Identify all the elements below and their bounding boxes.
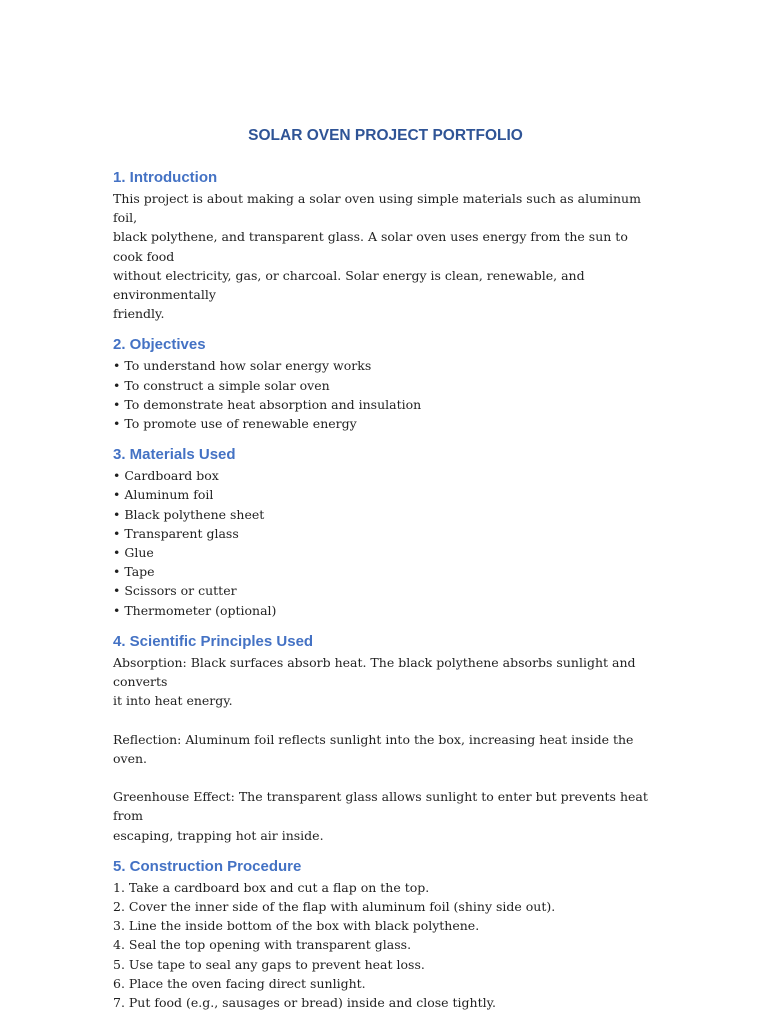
introduction-line: without electricity, gas, or charcoal. Solar energy is clean, renewable, and environmentally — [113, 267, 585, 303]
introduction-section — [113, 167, 658, 323]
absorption-paragraph — [113, 653, 658, 711]
material-item: • Scissors or cutter — [113, 583, 237, 599]
absorption-line: it into heat energy. — [113, 693, 233, 709]
material-item: • Aluminum foil — [113, 487, 214, 503]
introduction-line: This project is about making a solar oven using simple materials such as aluminum foil, — [113, 191, 641, 226]
material-item: • Glue — [113, 545, 154, 561]
materials-list — [113, 466, 658, 620]
reflection-line: Reflection: Aluminum foil reflects sunlight into the box, increasing heat inside the oven. — [113, 731, 634, 766]
greenhouse-line: Greenhouse Effect: The transparent glass allows sunlight to enter but prevents heat from — [113, 789, 648, 824]
principles-heading: 4. Scientific Principles Used — [113, 632, 314, 650]
blank-line — [113, 768, 658, 787]
material-item: • Transparent glass — [113, 525, 239, 541]
greenhouse-paragraph — [113, 787, 658, 845]
procedure-step: 5. Use tape to seal any gaps to prevent heat loss. — [113, 956, 425, 972]
procedure-step: 3. Line the inside bottom of the box with black polythene. — [113, 918, 480, 934]
procedure-step: 4. Seal the top opening with transparent glass. — [113, 937, 412, 953]
objectives-heading: 2. Objectives — [113, 336, 206, 354]
procedure-step: 7. Put food (e.g., sausages or bread) inside and close tightly. — [113, 995, 496, 1011]
materials-section — [113, 444, 658, 620]
absorption-line: Absorption: Black surfaces absorb heat. The black polythene absorbs sunlight and converts — [113, 654, 636, 690]
procedure-step: 2. Cover the inner side of the flap with aluminum foil (shiny side out). — [113, 899, 556, 915]
procedure-steps — [113, 878, 658, 1012]
objective-item: • To promote use of renewable energy — [113, 416, 357, 432]
objective-item: • To construct a simple solar oven — [113, 377, 330, 393]
document-page — [113, 125, 658, 1012]
principles-section — [113, 631, 658, 845]
objective-item: • To demonstrate heat absorption and insulation — [113, 396, 422, 412]
material-item: • Cardboard box — [113, 468, 219, 484]
introduction-heading: 1. Introduction — [113, 169, 218, 186]
procedure-section — [113, 856, 658, 1012]
greenhouse-line: escaping, trapping hot air inside. — [113, 827, 324, 843]
reflection-paragraph — [113, 730, 658, 768]
objectives-list — [113, 356, 658, 433]
procedure-step: 6. Place the oven facing direct sunlight. — [113, 975, 366, 991]
introduction-paragraph — [113, 189, 658, 323]
introduction-line: friendly. — [113, 306, 165, 322]
procedure-step: 1. Take a cardboard box and cut a flap on the top. — [113, 879, 430, 895]
procedure-heading: 5. Construction Procedure — [113, 857, 302, 875]
material-item: • Tape — [113, 564, 155, 580]
document-title: SOLAR OVEN PROJECT PORTFOLIO — [248, 127, 523, 144]
objective-item: • To understand how solar energy works — [113, 358, 372, 374]
materials-heading: 3. Materials Used — [113, 446, 236, 464]
material-item: • Black polythene sheet — [113, 506, 265, 522]
material-item: • Thermometer (optional) — [113, 602, 277, 618]
introduction-line: black polythene, and transparent glass. A solar oven uses energy from the sun to cook food — [113, 229, 628, 264]
blank-line — [113, 710, 658, 729]
objectives-section — [113, 334, 658, 433]
